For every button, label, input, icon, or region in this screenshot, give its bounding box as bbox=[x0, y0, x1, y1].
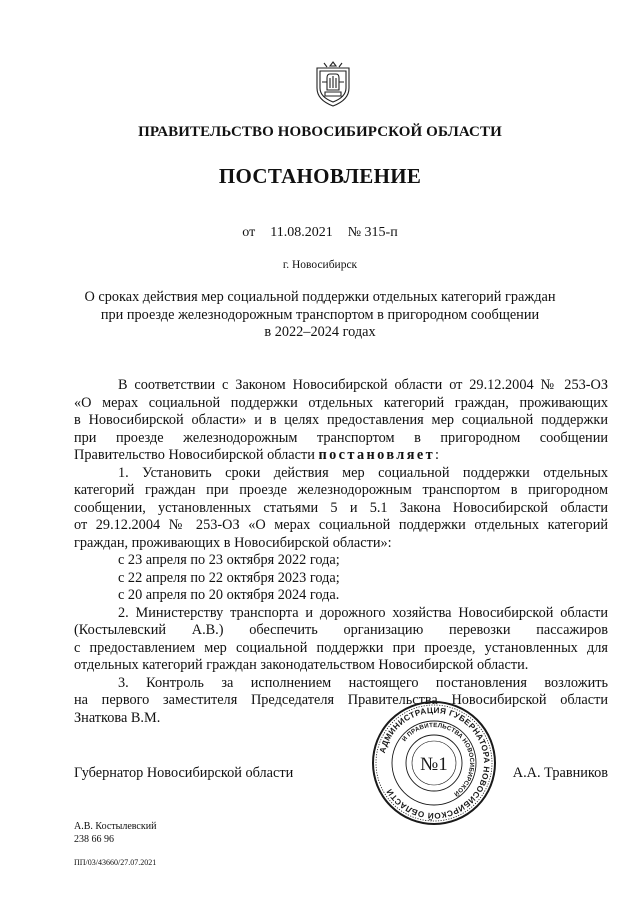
period-line: с 23 апреля по 23 октября 2022 года; bbox=[118, 552, 340, 568]
resolves-word: постановляет bbox=[318, 447, 436, 463]
date-prefix: от bbox=[242, 225, 256, 240]
subject-line: при проезде железнодорожным транспортом в пригородном сообщении bbox=[100, 306, 540, 323]
item2-line: 2. Министерству транспорта и дорожного хозяйства Новосибирской области bbox=[118, 604, 608, 621]
resolves-colon: : bbox=[435, 447, 440, 463]
executor-phone: 238 66 96 bbox=[74, 834, 114, 845]
item1-line: от 29.12.2004 № 253-ОЗ «О мерах социальной поддержки отдельных категорий bbox=[74, 517, 608, 533]
document-number: № 315-п bbox=[347, 225, 398, 240]
seal-center-number: №1 bbox=[420, 754, 448, 775]
seal-outer-text: АДМИНИСТРАЦИЯ ГУБЕРНАТОРА НОВОСИБИРСКОЙ ОБЛАСТИ bbox=[377, 705, 492, 821]
period-line: с 20 апреля по 20 октября 2024 года. bbox=[118, 587, 340, 603]
executor-name: А.В. Костылевский bbox=[74, 821, 157, 832]
organization-title: ПРАВИТЕЛЬСТВО НОВОСИБИРСКОЙ ОБЛАСТИ bbox=[138, 124, 502, 140]
document-registration-code: ПП/03/43660/27.07.2021 bbox=[74, 858, 157, 867]
subject-line: в 2022–2024 годах bbox=[264, 324, 376, 340]
document-body bbox=[74, 377, 608, 727]
item1-line: 1. Установить сроки действия мер социальной поддержки отдельных bbox=[118, 464, 608, 481]
item1-line: сообщении, установленных статьями 5 и 5.1 Закона Новосибирской области bbox=[74, 499, 608, 516]
item2-line: с предоставлением мер социальной поддержки при проезде, установленных для bbox=[74, 639, 608, 656]
period-line: с 22 апреля по 22 октября 2023 года; bbox=[118, 569, 340, 586]
item2-line: (Костылевский А.В.) обеспечить организацию перевозки пассажиров bbox=[74, 622, 608, 638]
item3-line: 3. Контроль за исполнением настоящего постановления возложить bbox=[118, 674, 608, 691]
city-line: г. Новосибирск bbox=[282, 259, 358, 271]
item3-line: Знаткова В.М. bbox=[74, 709, 161, 726]
date-number-line bbox=[0, 225, 640, 241]
item2-line: отдельных категорий граждан законодательством Новосибирской области. bbox=[74, 657, 529, 673]
subject-line: О сроках действия мер социальной поддержки отдельных категорий граждан bbox=[84, 289, 556, 305]
document-date: 11.08.2021 bbox=[270, 225, 333, 240]
seal-inner-text: И ПРАВИТЕЛЬСТВА НОВОСИБИРСКОЙ bbox=[400, 721, 476, 798]
preamble-final-line bbox=[74, 447, 608, 465]
signatory-position: Губернатор Новосибирской области bbox=[74, 765, 294, 781]
preamble-line: в Новосибирской области» и в целях предоставления мер социальной поддержки bbox=[74, 412, 608, 428]
preamble-line: В соответствии с Законом Новосибирской области от 29.12.2004 № 253-ОЗ bbox=[118, 377, 608, 393]
preamble-line: Правительство Новосибирской области bbox=[74, 447, 315, 463]
official-seal-icon bbox=[371, 700, 497, 826]
signatory-name: А.А. Травников bbox=[512, 765, 608, 781]
coat-of-arms-icon bbox=[313, 60, 353, 108]
document-subject bbox=[60, 289, 580, 342]
document-type-title: ПОСТАНОВЛЕНИЕ bbox=[218, 164, 422, 188]
preamble-line: при проезде железнодорожным транспортом в пригородном сообщении bbox=[74, 429, 608, 446]
item1-line: граждан, проживающих в Новосибирской области»: bbox=[74, 534, 392, 551]
executor-block bbox=[74, 820, 156, 846]
preamble-line: «О мерах социальной поддержки отдельных категорий граждан, проживающих bbox=[74, 394, 608, 411]
item1-line: категорий граждан при проезде железнодорожным транспортом в пригородном bbox=[74, 482, 608, 498]
item3-line: на первого заместителя Председателя Правительства Новосибирской области bbox=[74, 692, 608, 708]
